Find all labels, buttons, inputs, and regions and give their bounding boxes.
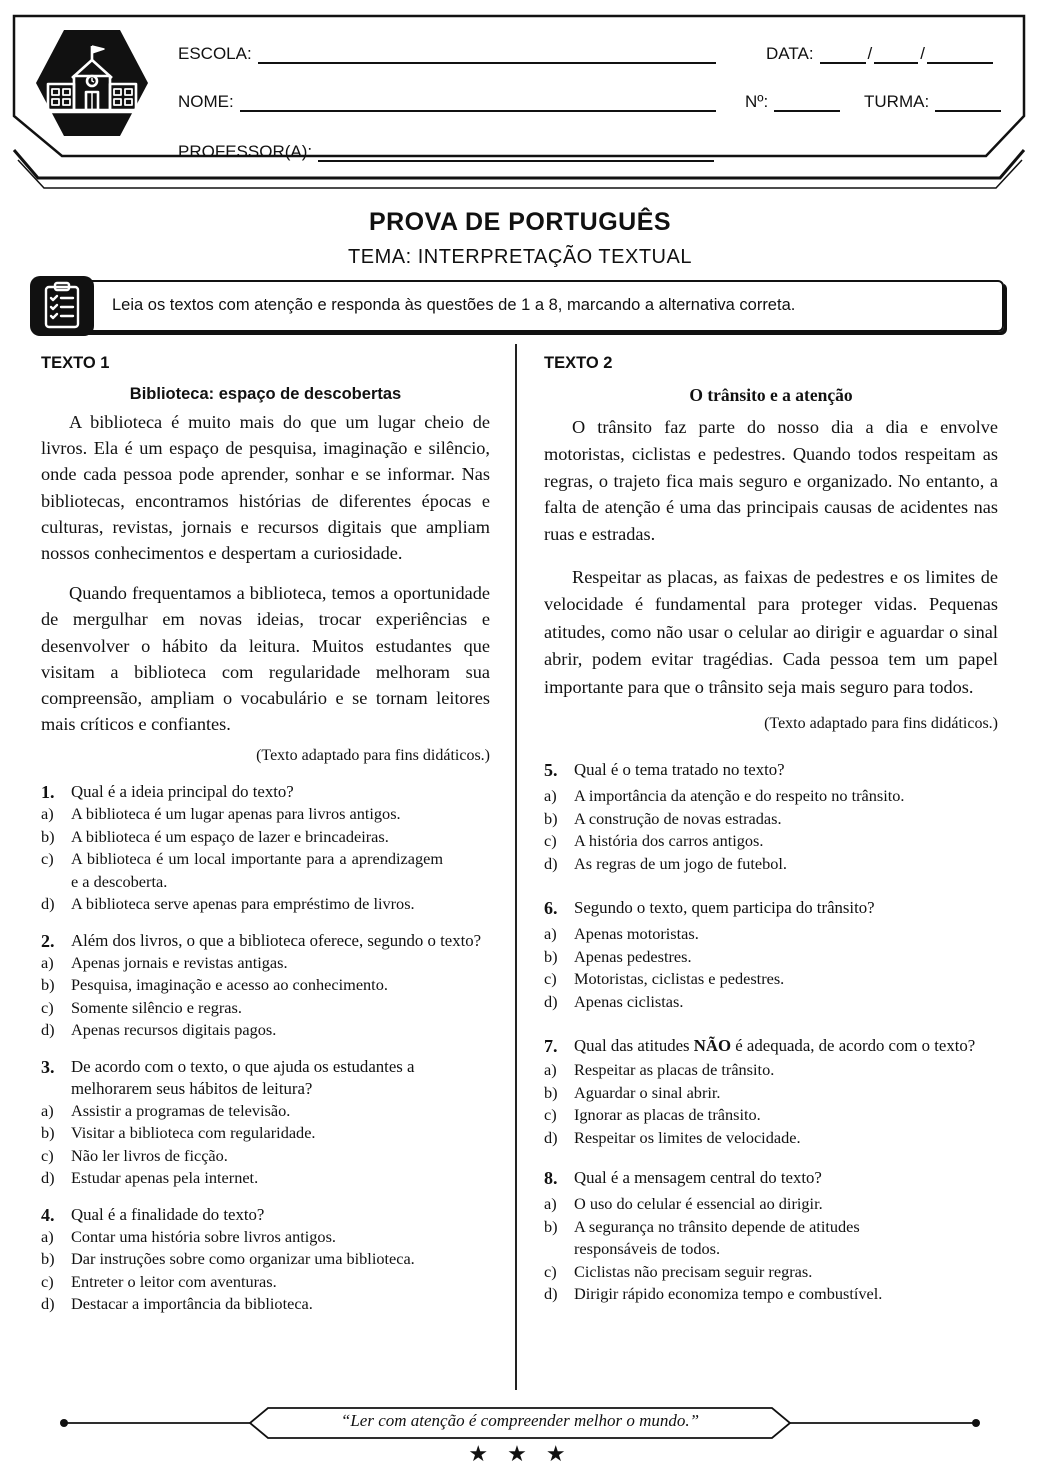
answer-option[interactable]: [544, 1261, 998, 1284]
option-letter: c): [544, 969, 557, 989]
instructions-banner: [30, 276, 1006, 336]
answer-option[interactable]: [544, 808, 998, 831]
option-text: A importância da atenção e do respeito no trânsito.: [574, 786, 905, 806]
question-4: [41, 1204, 490, 1316]
number-input-line[interactable]: [774, 94, 840, 112]
option-text: A segurança no trânsito depende de atitudes responsáveis de todos.: [574, 1216, 860, 1259]
date-separator: /: [920, 44, 926, 63]
question-text: Qual é a mensagem central do texto?: [574, 1168, 822, 1188]
date-year-line[interactable]: [927, 46, 993, 64]
option-text: A biblioteca é um lugar apenas para livros antigos.: [71, 804, 401, 824]
question-number: 3.: [41, 1056, 55, 1077]
option-text: Somente silêncio e regras.: [71, 997, 242, 1017]
answer-option[interactable]: [41, 974, 490, 997]
text2-label: TEXTO 2: [544, 354, 613, 372]
option-text: Respeitar as placas de trânsito.: [574, 1060, 775, 1080]
date-label: DATA:: [766, 44, 814, 63]
question-text: Além dos livros, o que a biblioteca oferece, segundo o texto?: [71, 930, 482, 950]
name-field[interactable]: [178, 92, 716, 112]
option-text: Estudar apenas pela internet.: [71, 1168, 259, 1188]
question-text: Qual é a ideia principal do texto?: [71, 782, 294, 802]
option-letter: d): [544, 1284, 558, 1304]
text2-paragraph: O trânsito faz parte do nosso dia a dia e envolve motoristas, ciclistas e pedestres. Quando todos respeitam as regras, o trajeto fica mais seguro e organizado. No entanto, a falta de atenção é uma das principais causas de acidentes nas ruas e estradas.: [544, 417, 998, 545]
option-letter: b): [41, 826, 55, 846]
text1-paragraph: A biblioteca é muito mais do que um lugar cheio de livros. Ela é um espaço de pesquisa, imaginação e silêncio, onde cada pessoa pode aprender, sonhar e se informar. Nas bibliotecas, encontramos histórias de diferentes épocas e culturas, revistas, jornais e recursos digitais que ampliam nossos conhecimentos e despertam a curiosidade.: [41, 412, 490, 564]
option-text: Motoristas, ciclistas e pedestres.: [574, 969, 785, 989]
date-month-line[interactable]: [874, 46, 918, 64]
option-text: Dirigir rápido economiza tempo e combustível.: [574, 1284, 883, 1304]
question-1: [41, 781, 490, 916]
option-text: A biblioteca é um local importante para a aprendizagem e a descoberta.: [71, 849, 443, 891]
option-text: Apenas pedestres.: [574, 946, 692, 966]
option-letter: d): [544, 991, 558, 1011]
question-number: 4.: [41, 1204, 55, 1225]
option-text: Assistir a programas de televisão.: [71, 1100, 291, 1120]
option-letter: d): [41, 1168, 55, 1188]
option-letter: c): [544, 831, 557, 851]
class-field[interactable]: [864, 92, 1001, 112]
option-letter: b): [544, 1082, 558, 1102]
question-stem: [544, 897, 998, 919]
column-divider: [515, 344, 517, 1390]
option-text: Apenas ciclistas.: [574, 991, 684, 1011]
question-stem: [544, 759, 998, 781]
instructions-text: Leia os textos com atenção e responda às questões de 1 a 8, marcando a alternativa correta.: [112, 296, 796, 314]
option-letter: d): [41, 894, 55, 914]
option-letter: a): [544, 1194, 557, 1214]
answer-option[interactable]: [41, 1019, 490, 1042]
school-field[interactable]: [178, 44, 716, 64]
footer-quote: “Ler com atenção é compreender melhor o mundo.”: [340, 1411, 700, 1430]
school-label: ESCOLA:: [178, 44, 252, 63]
answer-option[interactable]: [544, 1216, 998, 1261]
option-text: Ciclistas não precisam seguir regras.: [574, 1261, 813, 1281]
option-letter: c): [544, 1261, 557, 1281]
option-text: Apenas recursos digitais pagos.: [71, 1020, 277, 1040]
question-8: [544, 1167, 998, 1306]
teacher-field[interactable]: [178, 142, 714, 162]
answer-option[interactable]: [41, 1293, 490, 1316]
question-number: 1.: [41, 782, 55, 803]
answer-option[interactable]: [544, 853, 998, 876]
answer-option[interactable]: [544, 1283, 998, 1306]
option-letter: a): [41, 1100, 54, 1120]
option-text: Visitar a biblioteca com regularidade.: [71, 1123, 316, 1143]
option-text: Respeitar os limites de velocidade.: [574, 1127, 801, 1147]
answer-option[interactable]: [544, 1059, 998, 1082]
answer-option[interactable]: [544, 785, 998, 808]
question-emphasis: NÃO: [693, 1036, 732, 1056]
question-number: 5.: [544, 760, 558, 781]
option-letter: a): [41, 804, 54, 824]
answer-option[interactable]: [41, 1248, 490, 1271]
option-letter: d): [41, 1020, 55, 1040]
question-2: [41, 930, 490, 1042]
question-stem: [41, 1204, 490, 1226]
date-day-line[interactable]: [820, 46, 866, 64]
option-letter: d): [544, 853, 558, 873]
option-text: Apenas jornais e revistas antigas.: [71, 952, 288, 972]
option-text: A biblioteca é um espaço de lazer e brincadeiras.: [71, 826, 389, 846]
text2-title: O trânsito e a atenção: [689, 385, 853, 405]
option-letter: b): [41, 975, 55, 995]
option-text: Destacar a importância da biblioteca.: [71, 1294, 313, 1314]
answer-option[interactable]: [41, 952, 490, 975]
name-input-line[interactable]: [240, 94, 716, 112]
answer-option[interactable]: [41, 848, 490, 893]
option-text: Contar uma história sobre livros antigos.: [71, 1226, 336, 1246]
question-text: [574, 1035, 998, 1057]
exam-subtitle: TEMA: INTERPRETAÇÃO TEXTUAL: [348, 246, 692, 268]
footer: [0, 1402, 1040, 1470]
option-text: Aguardar o sinal abrir.: [574, 1082, 721, 1102]
question-number: 6.: [544, 898, 558, 919]
question-text-part: é adequada, de acordo com o texto?: [731, 1036, 976, 1056]
option-letter: d): [544, 1127, 558, 1147]
option-letter: d): [41, 1294, 55, 1314]
answer-option[interactable]: [544, 830, 998, 853]
option-letter: c): [41, 849, 54, 869]
question-3: [41, 1056, 490, 1190]
option-letter: b): [544, 1216, 558, 1236]
option-text: A história dos carros antigos.: [574, 831, 764, 851]
number-label: Nº:: [745, 92, 769, 111]
date-separator: /: [867, 44, 873, 63]
question-5: [544, 759, 998, 875]
exam-header: [0, 0, 1040, 200]
option-letter: c): [41, 1271, 54, 1291]
text2-source: (Texto adaptado para fins didáticos.): [764, 715, 998, 733]
option-letter: b): [41, 1123, 55, 1143]
option-text: Ignorar as placas de trânsito.: [574, 1105, 761, 1125]
question-6: [544, 897, 998, 1013]
answer-option[interactable]: [41, 1100, 490, 1123]
school-input-line[interactable]: [258, 46, 716, 64]
answer-option[interactable]: [41, 893, 490, 916]
answer-option[interactable]: [41, 1122, 490, 1145]
option-letter: b): [544, 808, 558, 828]
answer-option[interactable]: [544, 968, 998, 991]
option-letter: c): [544, 1105, 557, 1125]
question-stem: [544, 1035, 998, 1057]
option-text: Apenas motoristas.: [574, 924, 699, 944]
option-text: As regras de um jogo de futebol.: [574, 853, 787, 873]
question-text: Segundo o texto, quem participa do trânsito?: [574, 898, 875, 918]
option-letter: b): [544, 946, 558, 966]
question-stem: [41, 930, 490, 952]
question-number: 7.: [544, 1036, 558, 1057]
question-stem: [41, 1056, 490, 1100]
answer-option[interactable]: [544, 1082, 998, 1105]
option-letter: c): [41, 997, 54, 1017]
option-text: A construção de novas estradas.: [574, 808, 782, 828]
option-text: Entreter o leitor com aventuras.: [71, 1271, 277, 1291]
answer-option[interactable]: [41, 997, 490, 1020]
question-stem: [544, 1167, 998, 1189]
answer-option[interactable]: [41, 1226, 490, 1249]
right-column: [544, 354, 998, 1306]
answer-option[interactable]: [544, 1104, 998, 1127]
date-field[interactable]: [766, 44, 993, 64]
option-text: Pesquisa, imaginação e acesso ao conhecimento.: [71, 975, 388, 995]
clipboard-checklist-icon: [30, 276, 94, 336]
option-text: Não ler livros de ficção.: [71, 1145, 228, 1165]
school-building-icon: [34, 28, 150, 138]
answer-option[interactable]: [41, 803, 490, 826]
option-text: O uso do celular é essencial ao dirigir.: [574, 1194, 823, 1214]
option-text: A biblioteca serve apenas para empréstimo de livros.: [71, 894, 415, 914]
text1-paragraph: Quando frequentamos a biblioteca, temos a oportunidade de mergulhar em novas ideias, trocar experiências e desenvolver o hábito da leitura. Muitos estudantes que visitam a biblioteca com regularidade melhoram sua compreensão, ampliam o vocabulário e se tornam leitores mais críticos e confiantes.: [41, 583, 490, 735]
question-number: 8.: [544, 1168, 558, 1189]
answer-option[interactable]: [544, 991, 998, 1014]
teacher-input-line[interactable]: [318, 144, 714, 162]
question-number: 2.: [41, 930, 55, 951]
number-field[interactable]: [745, 92, 840, 112]
option-letter: a): [41, 952, 54, 972]
text1-source: (Texto adaptado para fins didáticos.): [256, 747, 490, 765]
option-letter: a): [544, 924, 557, 944]
option-text: Dar instruções sobre como organizar uma biblioteca.: [71, 1249, 415, 1269]
option-letter: a): [544, 786, 557, 806]
question-7: [544, 1035, 998, 1149]
option-letter: c): [41, 1145, 54, 1165]
exam-title: PROVA DE PORTUGUÊS: [368, 208, 672, 236]
class-label: TURMA:: [864, 92, 930, 111]
question-text: Qual é a finalidade do texto?: [71, 1204, 265, 1224]
question-text-part: Qual das atitudes: [574, 1036, 694, 1056]
option-letter: b): [41, 1249, 55, 1269]
teacher-label: PROFESSOR(A):: [178, 142, 313, 161]
question-text: Qual é o tema tratado no texto?: [574, 760, 785, 780]
answer-option[interactable]: [544, 946, 998, 969]
text1-label: TEXTO 1: [41, 354, 110, 372]
option-letter: a): [41, 1226, 54, 1246]
footer-stars: ★ ★ ★: [468, 1442, 572, 1467]
answer-option[interactable]: [41, 1271, 490, 1294]
name-label: NOME:: [178, 92, 234, 111]
answer-option[interactable]: [544, 1193, 998, 1216]
text2-paragraph: Respeitar as placas, as faixas de pedestres e os limites de velocidade é fundamental para proteger vidas. Pequenas atitudes, como não usar o celular ao dirigir e aguardar o sinal abrir, podem evitar tragédias. Cada pessoa tem um papel importante para que o trânsito seja mais seguro para todos.: [544, 566, 998, 697]
answer-option[interactable]: [544, 1127, 998, 1150]
left-column: [41, 354, 490, 1316]
option-letter: a): [544, 1060, 557, 1080]
question-stem: [41, 781, 490, 803]
text1-title: Biblioteca: espaço de descobertas: [129, 385, 402, 403]
answer-option[interactable]: [41, 826, 490, 849]
answer-option[interactable]: [544, 923, 998, 946]
answer-option[interactable]: [41, 1145, 490, 1168]
question-text: De acordo com o texto, o que ajuda os estudantes a melhorarem seus hábitos de leitura?: [71, 1056, 415, 1098]
class-input-line[interactable]: [935, 94, 1001, 112]
answer-option[interactable]: [41, 1167, 490, 1190]
